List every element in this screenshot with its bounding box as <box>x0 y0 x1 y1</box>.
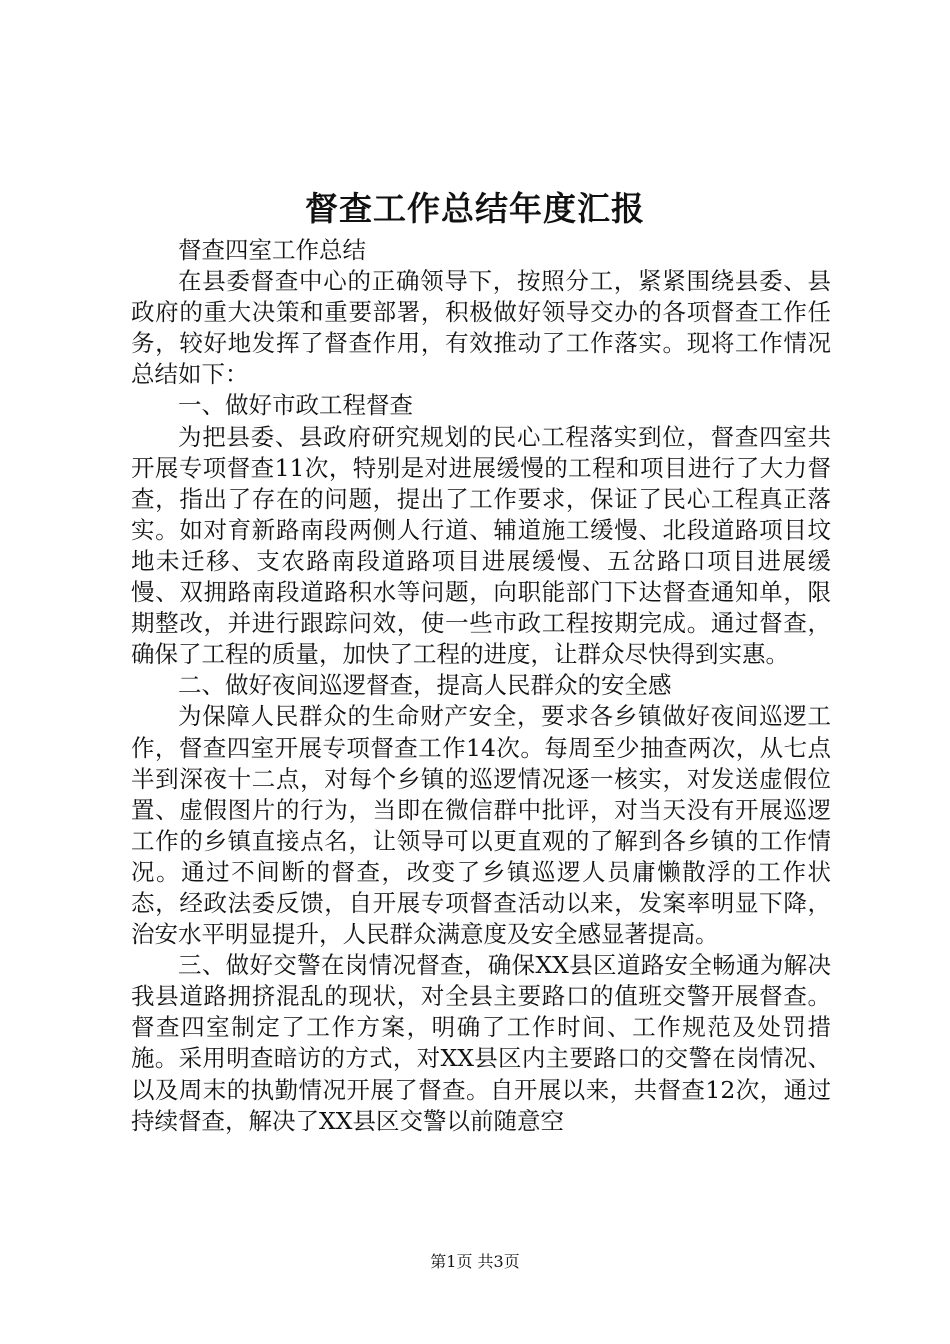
section-heading-1: 一、做好市政工程督查 <box>178 391 413 420</box>
section-heading-2: 二、做好夜间巡逻督查，提高人民群众的安全感 <box>178 671 672 700</box>
document-title: 督查工作总结年度汇报 <box>305 189 645 228</box>
page-footer: 第1页 共3页 <box>430 1252 520 1271</box>
paragraph-intro: 在县委督查中心的正确领导下，按照分工，紧紧围绕县委、县政府的重大决策和重要部署，积极做好领导交办的各项督查工作任务，较好地发挥了督查作用，有效推动了工作落实。现将工作情况总结如下： <box>131 267 831 389</box>
paragraph-section-3: 三、做好交警在岗情况督查，确保XX县区道路安全畅通为解决我县道路拥挤混乱的现状，对全县主要路口的值班交警开展督查。督查四室制定了工作方案，明确了工作时间、工作规范及处罚措施。采用明查暗访的方式，对XX县区内主要路口的交警在岗情况、以及周末的执勤情况开展了督查。自开展以来，共督查12次，通过持续督查，解决了XX县区交警以前随意空 <box>131 951 831 1135</box>
document-body <box>131 235 831 1137</box>
paragraph-section-2: 为保障人民群众的生命财产安全，要求各乡镇做好夜间巡逻工作，督查四室开展专项督查工作14次。每周至少抽查两次，从七点半到深夜十二点，对每个乡镇的巡逻情况逐一核实，对发送虚假位置、虚假图片的行为，当即在微信群中批评，对当天没有开展巡逻工作的乡镇直接点名，让领导可以更直观的了解到各乡镇的工作情况。通过不间断的督查，改变了乡镇巡逻人员庸懒散浮的工作状态，经政法委反馈，自开展专项督查活动以来，发案率明显下降，治安水平明显提升，人民群众满意度及安全感显著提高。 <box>131 702 831 949</box>
paragraph-subtitle: 督查四室工作总结 <box>178 236 366 264</box>
paragraph-section-1: 为把县委、县政府研究规划的民心工程落实到位，督查四室共开展专项督查11次，特别是对进展缓慢的工程和项目进行了大力督查，指出了存在的问题，提出了工作要求，保证了民心工程真正落实。如对育新路南段两侧人行道、辅道施工缓慢、北段道路项目坟地未迁移、支农路南段道路项目进展缓慢、五岔路口项目进展缓慢、双拥路南段道路积水等问题，向职能部门下达督查通知单，限期整改，并进行跟踪问效，使一些市政工程按期完成。通过督查，确保了工程的质量，加快了工程的进度，让群众尽快得到实惠。 <box>131 422 831 669</box>
